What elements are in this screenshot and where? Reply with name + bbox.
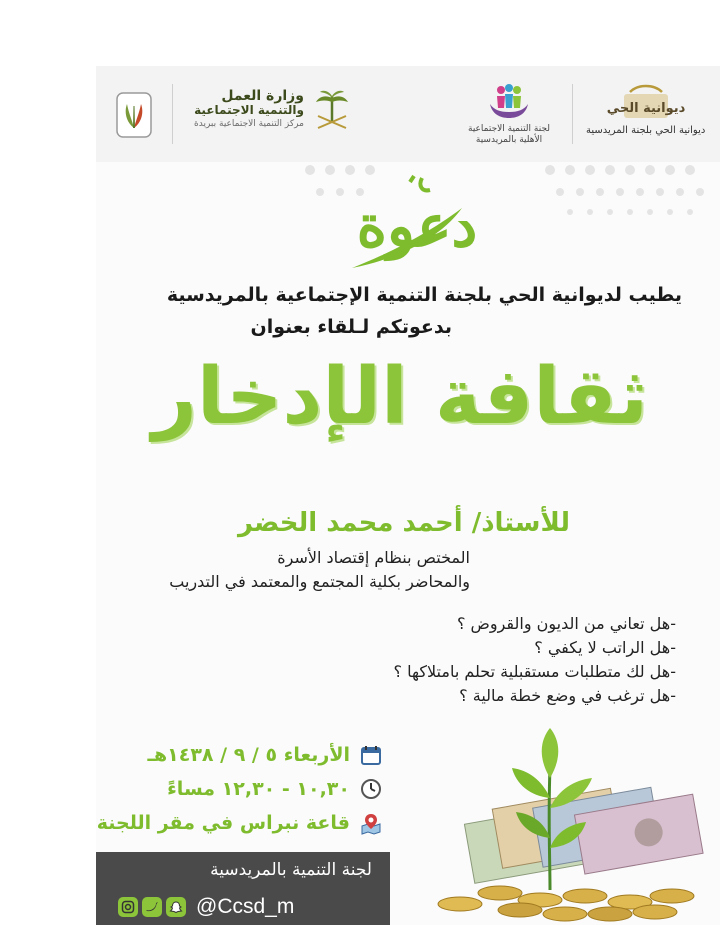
lecturer-role-1: المختص بنظام إقتصاد الأسرة (277, 548, 470, 567)
diwaniya-subtitle: ديوانية الحي بلجنة المريدسية (586, 125, 706, 136)
question-item: -هل ترغب في وضع خطة مالية ؟ (459, 686, 676, 705)
question-item: -هل تعاني من الديون والقروض ؟ (456, 614, 676, 633)
committee-name-line2: الأهلية بالمريدسية (475, 135, 543, 145)
diwaniya-emblem-icon (606, 80, 685, 124)
diwaniya-emblem-title: ديوانية الحي (606, 101, 685, 116)
clock-icon (360, 778, 382, 800)
snapchat-icon[interactable] (166, 897, 186, 917)
invitation-headline (322, 168, 512, 278)
ministry-emblem-logo (116, 92, 152, 138)
lecturer-role-2: والمحاضر بكلية المجتمع والمعتمد في التدريب (169, 572, 470, 591)
ministry-emblem-icon (116, 92, 152, 138)
event-place: قاعة نبراس في مقر اللجنة (96, 812, 350, 834)
map-pin-icon (360, 812, 382, 834)
question-item: -هل الراتب لا يكفي ؟ (534, 638, 676, 657)
money-plant-illustration (410, 718, 720, 925)
diwaniya-logo (586, 80, 705, 138)
invite-line-2: بدعوتكم لـلقاء بعنوان (250, 316, 452, 338)
footer-org-name: لجنة التنمية بالمريدسية (210, 860, 372, 880)
lecture-title: ثقافة الإدخار (152, 352, 648, 442)
invite-line-1: يطيب لديوانية الحي بلجنة التنمية الإجتماعية بالمريدسية (166, 284, 682, 306)
event-place-row (97, 812, 382, 834)
ministry-logo (194, 88, 352, 132)
question-item: -هل لك متطلبات مستقبلية تحلم بامتلاكها ؟ (393, 662, 676, 681)
footer-bar (96, 852, 390, 925)
logo-divider (172, 84, 173, 144)
committee-logo-text (468, 124, 550, 146)
calligraphy-ornament (322, 168, 512, 278)
logo-header (96, 66, 720, 162)
social-handle-row (118, 895, 294, 919)
headline-text: دعوة (356, 192, 478, 260)
ministry-logo-text (194, 89, 304, 131)
event-date-row (147, 744, 382, 766)
lecturer-name: للأستاذ/ أحمد محمد الخضر (237, 508, 570, 538)
event-time: ١٠,٣٠ - ١٢,٣٠ مساءً (167, 778, 350, 800)
coins (438, 886, 694, 921)
social-handle[interactable]: @Ccsd_m (196, 895, 295, 918)
people-hands-icon (486, 82, 532, 122)
logo-divider-right (572, 84, 573, 144)
ministry-name: وزارة العمل (221, 88, 304, 104)
ministry-center-name: مركز التنمية الاجتماعية ببريدة (194, 119, 304, 129)
calendar-icon (360, 744, 382, 766)
committee-name-line1: لجنة التنمية الاجتماعية (468, 124, 551, 134)
twitter-icon[interactable] (142, 897, 162, 917)
event-time-row (167, 778, 382, 800)
instagram-icon[interactable] (118, 897, 138, 917)
palm-swords-icon (312, 88, 352, 132)
questions-list (336, 612, 676, 708)
ministry-name-line2: والتنمية الاجتماعية (194, 103, 304, 117)
committee-logo (468, 82, 550, 146)
event-date: الأربعاء ٥ / ٩ / ١٤٣٨هـ (147, 744, 350, 766)
